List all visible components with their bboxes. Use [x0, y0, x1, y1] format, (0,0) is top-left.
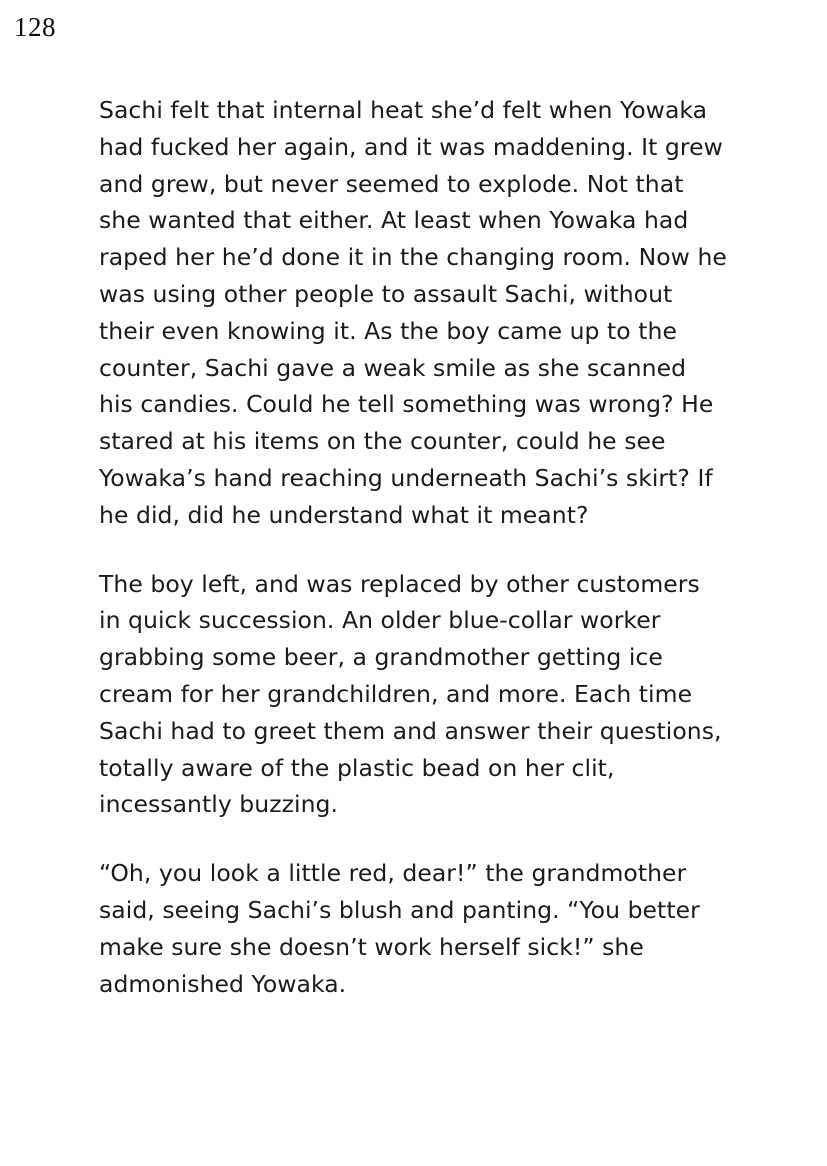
- page-number: 128: [14, 12, 56, 42]
- paragraph: Sachi felt that internal heat she’d felt when Yowaka had fucked her again, and it was maddening. It grew and grew, but never seemed to explode. Not that she wanted that either. At least when Yowaka had raped her he’d done it in the changing room. Now he was using other people to assault Sachi, without their even knowing it. As the boy came up to the counter, Sachi gave a weak smile as she scanned his candies. Could he tell something was wrong? He stared at his items on the counter, could he see Yowaka’s hand reaching underneath Sachi’s skirt? If he did, did he understand what it meant?: [99, 96, 735, 529]
- page-body-text: [99, 92, 735, 1002]
- paragraph: The boy left, and was replaced by other customers in quick succession. An older blue-collar worker grabbing some beer, a grandmother getting ice cream for her grandchildren, and more. Each time Sachi had to greet them and answer their questions, totally aware of the plastic bead on her clit, incessantly buzzing.: [99, 569, 730, 819]
- paragraph: “Oh, you look a little red, dear!” the grandmother said, seeing Sachi’s blush and panting. “You better make sure she doesn’t work herself sick!” she admonished Yowaka.: [99, 859, 708, 998]
